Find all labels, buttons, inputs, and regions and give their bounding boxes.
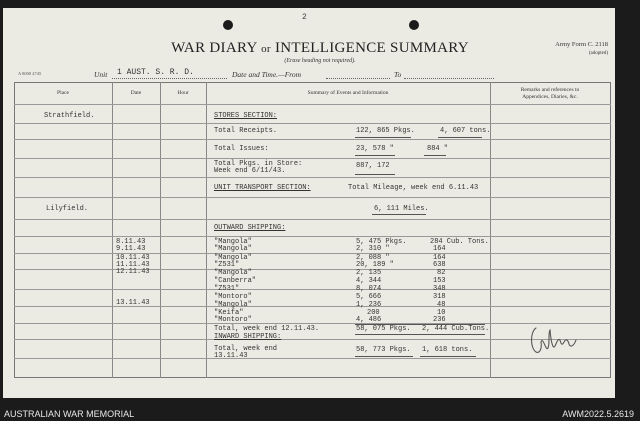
unit-value: 1 AUST. S. R. D. — [117, 68, 194, 77]
shipping-date: 12.11.43 — [116, 268, 150, 276]
army-form-reference — [548, 40, 608, 58]
army-form-number: Army Form C. 2118 — [555, 41, 608, 48]
shipping-vessel: "Mangola" — [214, 269, 252, 277]
row-rule — [14, 269, 611, 270]
shipping-pkgs: 5, 475 Pkgs. — [356, 238, 407, 246]
shipping-date: 8.11.43 — [116, 238, 146, 246]
outward-shipping-heading: OUTWARD SHIPPING: — [214, 224, 286, 232]
total-inward-underline — [420, 356, 476, 357]
row-rule — [14, 177, 611, 178]
shipping-tons: 82 — [437, 269, 446, 277]
title-intelligence-summary: INTELLIGENCE SUMMARY — [274, 40, 469, 56]
unit-dotted-line — [112, 78, 227, 79]
transport-section-heading: UNIT TRANSPORT SECTION: — [214, 184, 311, 192]
total-inward-label: Total, week end — [214, 345, 278, 353]
footer-institution: AUSTRALIAN WAR MEMORIAL — [4, 409, 135, 419]
shipping-pkgs: 4, 344 — [356, 277, 382, 285]
shipping-pkgs: 2, 310 " — [356, 245, 390, 253]
total-outward-tons: 2, 444 Cub.Tons. — [422, 325, 490, 333]
issues-underline — [424, 155, 446, 156]
receipts-underline — [438, 137, 482, 138]
column-divider — [160, 82, 161, 378]
row-rule — [14, 123, 611, 124]
row-rule — [14, 358, 611, 359]
total-inward-tons: 1, 618 tons. — [422, 346, 473, 354]
issues-underline — [355, 155, 395, 156]
total-outward-underline — [355, 334, 485, 335]
shipping-tons: 236 — [433, 316, 446, 324]
footer-reference: AWM2022.5.2619 — [562, 409, 634, 419]
title-war-diary: WAR DIARY — [171, 40, 258, 56]
form-code: A 8000 4745 — [18, 71, 42, 76]
total-outward-label: Total, week end 12.11.43. — [214, 325, 320, 333]
form-subtitle: (Erase heading not required). — [284, 58, 356, 64]
row-rule — [14, 197, 611, 198]
total-issues-pkgs: 23, 578 " — [356, 145, 394, 153]
shipping-pkgs: 2, 088 " — [356, 254, 390, 262]
row-rule — [14, 158, 611, 159]
shipping-tons: 284 Cub. Tons. — [430, 238, 489, 246]
form-title — [0, 40, 640, 57]
column-divider — [206, 82, 207, 378]
shipping-tons: 638 — [433, 261, 446, 269]
total-outward-pkgs: 58, 075 Pkgs. — [356, 325, 411, 333]
row-rule — [14, 253, 611, 254]
header-rule — [14, 104, 611, 105]
punch-hole — [409, 20, 419, 30]
shipping-vessel: "Mangola" — [214, 245, 252, 253]
total-issues-tons: 884 " — [427, 145, 449, 153]
total-outward-overline — [355, 324, 485, 325]
total-inward-week-end: 13.11.43 — [214, 352, 248, 360]
row-rule — [14, 323, 611, 324]
header-hour: Hour — [177, 90, 189, 96]
inward-shipping-heading: INWARD SHIPPING: — [214, 333, 282, 341]
shipping-pkgs: 1, 236 — [356, 301, 382, 309]
shipping-pkgs: 20, 189 " — [356, 261, 394, 269]
shipping-tons: 164 — [433, 245, 446, 253]
receipts-underline — [355, 137, 411, 138]
place-strathfield: Strathfield. — [44, 112, 95, 120]
shipping-tons: 10 — [437, 309, 446, 317]
shipping-vessel: "Z531" — [214, 261, 240, 269]
shipping-pkgs: 2, 135 — [356, 269, 382, 277]
shipping-vessel: "Mangola" — [214, 254, 252, 262]
header-remarks-line2: Appendices, Diaries, &c. — [522, 94, 578, 100]
to-dotted-line — [404, 78, 494, 79]
shipping-vessel: "Canberra" — [214, 277, 257, 285]
total-inward-underline — [355, 356, 413, 357]
officer-signature — [528, 318, 580, 358]
page-number: 2 — [302, 13, 307, 22]
row-rule — [14, 219, 611, 220]
row-rule — [14, 139, 611, 140]
header-remarks — [490, 87, 610, 101]
mileage-underline — [372, 214, 426, 215]
total-receipts-label: Total Receipts. — [214, 127, 278, 135]
store-total-value: 887, 172 — [356, 162, 390, 170]
stores-section-heading: STORES SECTION: — [214, 112, 278, 120]
store-total-label: Total Pkgs. in Store: — [214, 160, 303, 168]
column-divider — [490, 82, 491, 378]
header-date: Date — [130, 90, 142, 96]
shipping-date: 10.11.43 — [116, 254, 150, 262]
army-form-adopted: (adopted) — [588, 51, 608, 56]
total-issues-label: Total Issues: — [214, 145, 269, 153]
shipping-date: 9.11.43 — [116, 245, 146, 253]
diary-table — [14, 82, 611, 378]
total-mileage-value: 6, 111 Miles. — [374, 205, 429, 213]
shipping-vessel: "Montoro" — [214, 293, 252, 301]
row-rule — [14, 289, 611, 290]
header-remarks-line1: Remarks and references to — [520, 87, 580, 93]
date-to-label: To — [394, 70, 402, 79]
store-underline — [355, 174, 395, 175]
shipping-vessel: "Mangola" — [214, 301, 252, 309]
shipping-pkgs: 200 — [367, 309, 380, 317]
punch-hole — [223, 20, 233, 30]
store-week-end: Week end 6/11/43. — [214, 167, 286, 175]
shipping-vessel: "Montoro" — [214, 316, 252, 324]
header-summary: Summary of Events and Information — [307, 90, 389, 96]
shipping-tons: 318 — [433, 293, 446, 301]
shipping-date: 11.11.43 — [116, 261, 150, 269]
unit-label: Unit — [94, 70, 108, 79]
row-rule — [14, 306, 611, 307]
header-place: Place — [57, 90, 69, 96]
shipping-vessel: "Z531" — [214, 285, 240, 293]
row-rule — [14, 236, 611, 237]
shipping-tons: 48 — [437, 301, 446, 309]
title-or: or — [261, 43, 271, 55]
date-time-label: Date and Time.—From — [232, 70, 302, 79]
place-lilyfield: Lilyfield. — [46, 205, 89, 213]
total-receipts-pkgs: 122, 865 Pkgs. — [356, 127, 415, 135]
shipping-tons: 164 — [433, 254, 446, 262]
shipping-pkgs: 5, 666 — [356, 293, 382, 301]
shipping-pkgs: 4, 486 — [356, 316, 382, 324]
total-receipts-tons: 4, 607 tons. — [440, 127, 491, 135]
row-rule — [14, 339, 611, 340]
shipping-tons: 153 — [433, 277, 446, 285]
shipping-vessel: "Keifa" — [214, 309, 244, 317]
total-mileage-text: Total Mileage, week end 6.11.43 — [348, 184, 479, 192]
total-inward-pkgs: 58, 773 Pkgs. — [356, 346, 411, 354]
shipping-date: 13.11.43 — [116, 299, 150, 307]
shipping-tons: 348 — [433, 285, 446, 293]
shipping-pkgs: 8, 074 — [356, 285, 382, 293]
column-divider — [112, 82, 113, 378]
shipping-vessel: "Mangola" — [214, 238, 252, 246]
date-dotted-line — [326, 78, 390, 79]
